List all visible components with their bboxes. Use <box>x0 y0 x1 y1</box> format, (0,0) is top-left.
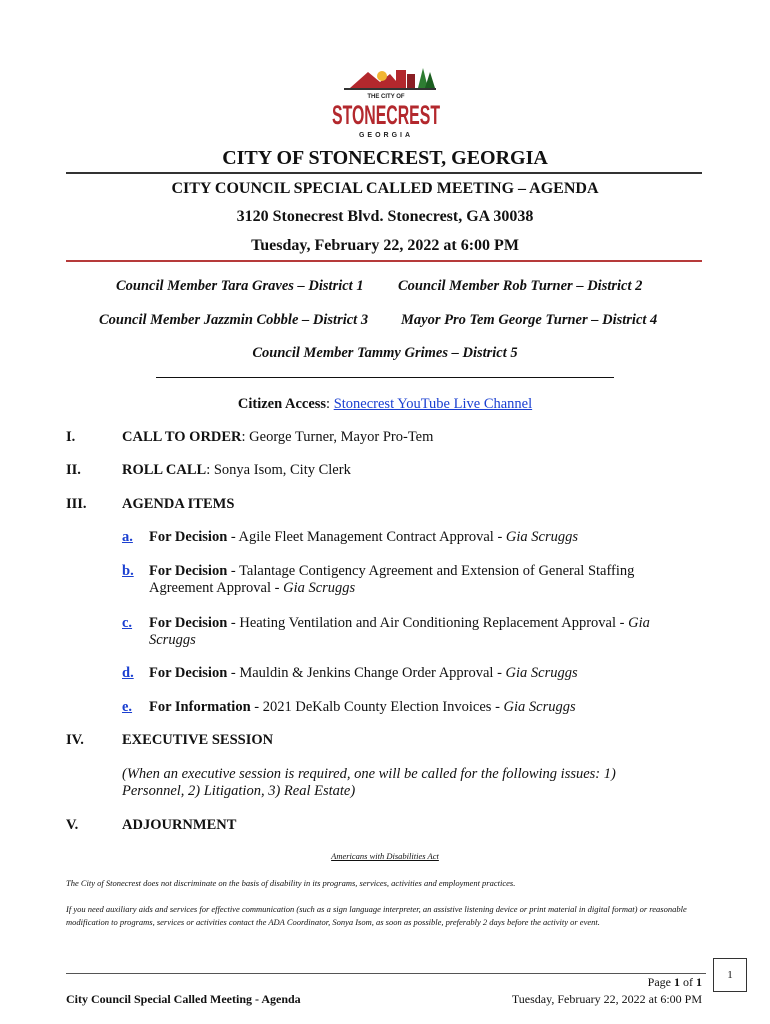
agenda-item-b <box>149 563 679 597</box>
agenda-item-c-link[interactable]: c. <box>122 615 133 631</box>
page-current: 1 <box>674 975 680 989</box>
member-district-3: Council Member Jazzmin Cobble – District 3 <box>99 312 369 328</box>
section-number: I. <box>66 429 76 445</box>
item-type: For Information <box>149 699 251 715</box>
member-district-1: Council Member Tara Graves – District 1 <box>116 278 364 294</box>
citizen-access-label: Citizen Access <box>237 396 327 412</box>
footer-rule <box>66 973 706 974</box>
item-presenter: Gia Scruggs <box>283 580 356 596</box>
page-prefix: Page <box>647 975 674 989</box>
item-type: For Decision <box>149 563 228 579</box>
title-rule <box>66 172 702 174</box>
footer-right: Tuesday, February 22, 2022 at 6:00 PM <box>511 992 702 1006</box>
member-district-4: Mayor Pro Tem George Turner – District 4 <box>401 312 658 328</box>
page-box: 1 <box>713 958 747 992</box>
item-type: For Decision <box>149 615 228 631</box>
ada-accommodation: If you need auxiliary aids and services for effective communication (such as a sign language interpreter, an assistive listening device or print material in digital format) or reasonable modification to programs, services or activities contact the ADA Coordinator, Sonya Isom, as soon as possible, preferably 2 days before the activity or event. <box>66 904 687 927</box>
agenda-items-title: AGENDA ITEMS <box>122 496 235 512</box>
item-type: For Decision <box>149 529 228 545</box>
members-underline <box>156 377 614 378</box>
page-total: 1 <box>696 975 702 989</box>
agenda-item-b-link[interactable]: b. <box>122 563 134 579</box>
section-title: ROLL CALL <box>122 462 207 478</box>
item-desc: - Agile Fleet Management Contract Approval - <box>227 529 506 545</box>
item-type: For Decision <box>149 665 228 681</box>
item-presenter: Gia Scruggs <box>505 665 578 681</box>
ada-nondiscrimination: The City of Stonecrest does not discriminate on the basis of disability in its programs, services, activities and employment practices. <box>66 878 516 888</box>
agenda-item-d-link[interactable]: d. <box>122 665 134 681</box>
agenda-item-c <box>149 615 689 649</box>
meeting-datetime: Tuesday, February 22, 2022 at 6:00 PM <box>251 237 519 254</box>
item-presenter: Gia Scruggs <box>149 615 650 648</box>
meeting-address: 3120 Stonecrest Blvd. Stonecrest, GA 30038 <box>236 208 534 225</box>
stonecrest-logo <box>330 62 442 140</box>
item-presenter: Gia Scruggs <box>503 699 576 715</box>
section-number: II. <box>66 462 81 478</box>
agenda-item-a <box>149 529 709 546</box>
executive-session-note: (When an executive session is required, one will be called for the following issues: 1) Personnel, 2) Litigation, 3) Real Estate) <box>122 766 616 799</box>
svg-text:THE CITY OF: THE CITY OF <box>367 94 405 100</box>
roll-call <box>122 462 351 479</box>
item-desc: - Talantage Contigency Agreement and Extension of General Staffing Agreement Approval - <box>149 563 635 596</box>
member-district-5: Council Member Tammy Grimes – District 5 <box>252 345 518 361</box>
agenda-item-e <box>149 699 709 716</box>
meeting-title: CITY COUNCIL SPECIAL CALLED MEETING – AGENDA <box>171 180 599 197</box>
section-text: : George Turner, Mayor Pro-Tem <box>241 429 434 445</box>
svg-text:GEORGIA: GEORGIA <box>358 132 414 139</box>
executive-session-title: EXECUTIVE SESSION <box>122 732 274 748</box>
section-text: : Sonya Isom, City Clerk <box>206 462 351 478</box>
agenda-item-e-link[interactable]: e. <box>122 699 133 715</box>
header-rule <box>66 260 702 262</box>
youtube-channel-link[interactable]: Stonecrest YouTube Live Channel <box>333 396 533 412</box>
section-title: CALL TO ORDER <box>122 429 242 445</box>
svg-text:STONECREST: STONECREST <box>332 100 441 130</box>
ada-heading: Americans with Disabilities Act <box>331 851 439 861</box>
call-to-order <box>122 429 433 446</box>
agenda-item-a-link[interactable]: a. <box>122 529 133 545</box>
agenda-item-d <box>149 665 709 682</box>
section-number: III. <box>66 496 87 512</box>
member-district-2: Council Member Rob Turner – District 2 <box>398 278 643 294</box>
citizen-access: Citizen Access: Stonecrest YouTube Live Channel <box>237 396 533 412</box>
footer-left: City Council Special Called Meeting - Agenda <box>66 992 301 1006</box>
item-desc: - Heating Ventilation and Air Conditioning Replacement Approval - <box>227 615 629 631</box>
section-number: V. <box>66 817 79 833</box>
section-number: IV. <box>66 732 84 748</box>
adjournment-title: ADJOURNMENT <box>122 817 237 833</box>
item-desc: - 2021 DeKalb County Election Invoices - <box>250 699 504 715</box>
item-presenter: Gia Scruggs <box>505 529 579 545</box>
page-number <box>648 975 702 990</box>
page-of: of <box>680 975 696 989</box>
document-title: CITY OF STONECREST, GEORGIA <box>222 147 548 169</box>
item-desc: - Mauldin & Jenkins Change Order Approval - <box>227 665 506 681</box>
